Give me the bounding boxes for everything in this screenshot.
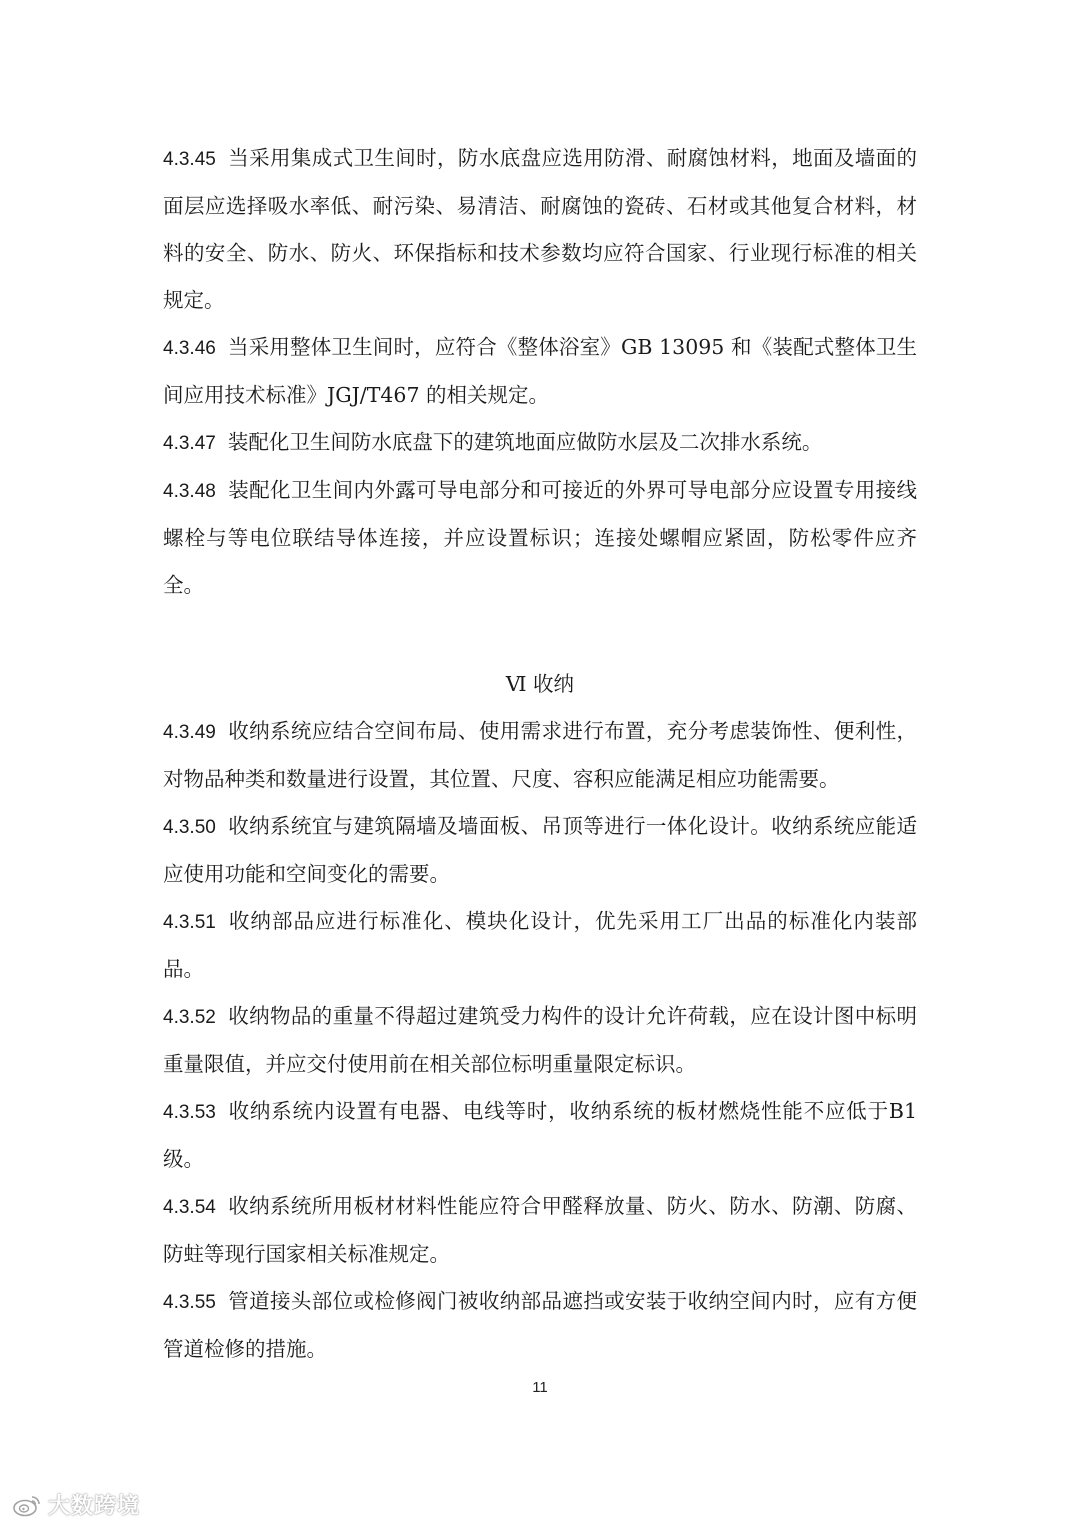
clause-number: 4.3.53 [163, 1102, 216, 1123]
clause-4-3-46 [163, 324, 917, 419]
clause-text: 当采用整体卫生间时，应符合《整体浴室》GB 13095 和《装配式整体卫生间应用技术标准》JGJ/T467 的相关规定。 [163, 335, 917, 407]
clause-4-3-52 [163, 993, 917, 1088]
page-number: 11 [532, 1379, 548, 1396]
clause-text: 收纳系统宜与建筑隔墙及墙面板、吊顶等进行一体化设计。收纳系统应能适应使用功能和空间变化的需要。 [163, 814, 917, 886]
clause-number: 4.3.48 [163, 481, 216, 502]
clause-number: 4.3.45 [163, 149, 216, 170]
clause-text: 收纳系统所用板材材料性能应符合甲醛释放量、防火、防水、防潮、防腐、防蛀等现行国家相关标准规定。 [163, 1194, 917, 1266]
clause-number: 4.3.50 [163, 817, 216, 838]
clause-number: 4.3.52 [163, 1007, 216, 1028]
clause-text: 装配化卫生间防水底盘下的建筑地面应做防水层及二次排水系统。 [227, 430, 823, 454]
clause-number: 4.3.55 [163, 1292, 216, 1313]
clause-text: 收纳物品的重量不得超过建筑受力构件的设计允许荷载，应在设计图中标明重量限值，并应交付使用前在相关部位标明重量限定标识。 [163, 1004, 917, 1076]
clause-number: 4.3.54 [163, 1197, 216, 1218]
clause-text: 装配化卫生间内外露可导电部分和可接近的外界可导电部分应设置专用接线螺栓与等电位联结导体连接，并应设置标识；连接处螺帽应紧固，防松零件应齐全。 [163, 478, 917, 597]
clause-4-3-55 [163, 1278, 917, 1373]
clause-4-3-50 [163, 803, 917, 898]
clause-text: 当采用集成式卫生间时，防水底盘应选用防滑、耐腐蚀材料，地面及墙面的面层应选择吸水率低、耐污染、易清洁、耐腐蚀的瓷砖、石材或其他复合材料，材料的安全、防水、防火、环保指标和技术参数均应符合国家、行业现行标准的相关规定。 [163, 146, 917, 312]
clause-4-3-47 [163, 419, 917, 467]
section-heading: Ⅵ 收纳 [505, 672, 575, 696]
clause-4-3-54 [163, 1183, 917, 1278]
clause-number: 4.3.49 [163, 722, 216, 743]
watermark [12, 1489, 140, 1520]
clause-text: 收纳部品应进行标准化、模块化设计，优先采用工厂出品的标准化内装部品。 [163, 909, 917, 981]
weibo-logo-icon [12, 1493, 42, 1517]
clause-4-3-45 [163, 135, 917, 324]
clause-4-3-51 [163, 898, 917, 993]
clause-4-3-48 [163, 467, 917, 609]
clause-text: 管道接头部位或检修阀门被收纳部品遮挡或安装于收纳空间内时，应有方便管道检修的措施。 [163, 1289, 917, 1361]
clause-number: 4.3.47 [163, 433, 216, 454]
clause-number: 4.3.46 [163, 338, 216, 359]
clause-number: 4.3.51 [163, 912, 216, 933]
clause-text: 收纳系统应结合空间布局、使用需求进行布置，充分考虑装饰性、便利性，对物品种类和数量进行设置，其位置、尺度、容积应能满足相应功能需要。 [163, 719, 917, 791]
clause-text: 收纳系统内设置有电器、电线等时，收纳系统的板材燃烧性能不应低于B1 级。 [163, 1099, 917, 1171]
clause-4-3-49 [163, 708, 917, 803]
watermark-text: 大数跨境 [48, 1494, 141, 1519]
clause-4-3-53 [163, 1088, 917, 1183]
page-content [163, 135, 917, 1373]
